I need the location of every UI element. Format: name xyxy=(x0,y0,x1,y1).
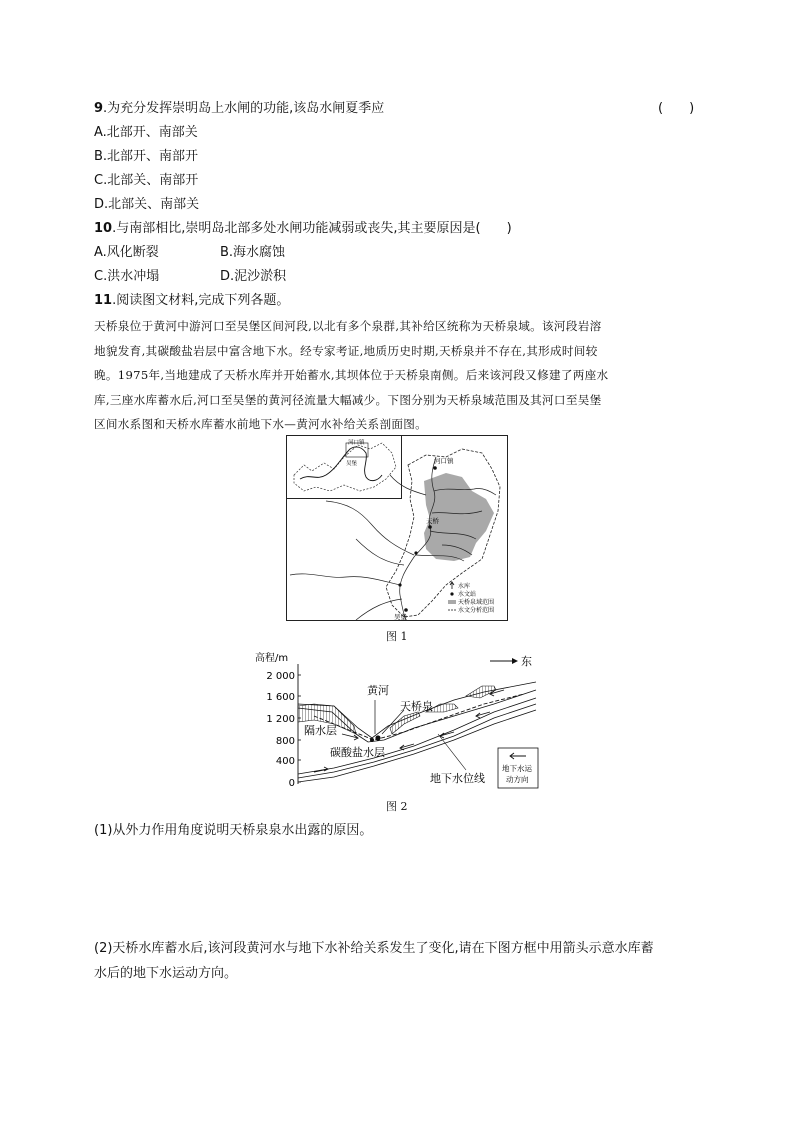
figure2-profile xyxy=(254,650,544,794)
legend-flow-line1: 地下水运 xyxy=(502,764,532,773)
q11-sub2-line2: 水后的地下水运动方向。 xyxy=(94,966,238,981)
passage-line: 地貌发育,其碳酸盐岩层中富含地下水。经专家考证,地质历史时期,天桥泉并不存在,其形成时间较 xyxy=(94,343,598,358)
q10-option-a[interactable]: A.风化断裂 xyxy=(94,245,159,260)
legend-reservoir: 水库 xyxy=(458,583,471,590)
q9-stem xyxy=(94,100,384,118)
legend-boundary: 水文分析范围 xyxy=(458,607,495,614)
y-tick-2000: 2 000 xyxy=(266,671,295,682)
q10-option-d[interactable]: D.泥沙淤积 xyxy=(220,269,287,284)
passage-line: 库,三座水库蓄水后,河口至吴堡的黄河径流量大幅减少。下图分别为天桥泉域范围及其河口至吴堡 xyxy=(94,392,602,407)
label-spring: 天桥泉 xyxy=(400,700,433,713)
q11-stem xyxy=(94,292,289,310)
y-tick-800: 800 xyxy=(275,736,295,747)
q10-option-c[interactable]: C.洪水冲塌 xyxy=(94,269,160,284)
passage-line: 晚。1975年,当地建成了天桥水库并开始蓄水,其坝体位于天桥泉南侧。后来该河段又修建了两座水 xyxy=(94,368,609,382)
q9-number: 9 xyxy=(94,101,104,116)
y-tick-1200: 1 200 xyxy=(266,714,295,725)
inset-label-hekouzhen: 河口镇 xyxy=(348,440,365,446)
label-river xyxy=(367,683,389,697)
label-aquiclude: 隔水层 xyxy=(304,724,337,737)
q9-option-a[interactable]: A.北部开、南部关 xyxy=(94,125,198,140)
q11-passage xyxy=(94,314,706,437)
map-label-wubao: 吴堡 xyxy=(394,613,407,621)
inset-map xyxy=(287,436,402,499)
domain-swatch-icon xyxy=(448,600,456,604)
map-label-tianqiao: 天桥 xyxy=(426,517,439,525)
label-carbonate: 碳酸盐水层 xyxy=(330,746,385,759)
q9-stem-text: .为充分发挥崇明岛上水闸的功能,该岛水闸夏季应 xyxy=(103,101,385,116)
inset-label-wubao: 吴堡 xyxy=(346,461,358,467)
figure1-caption: 图 1 xyxy=(386,630,408,643)
passage-line: 区间水系图和天桥水库蓄水前地下水—黄河水补给关系剖面图。 xyxy=(94,417,428,431)
q9-option-b[interactable]: B.北部开、南部开 xyxy=(94,149,199,164)
q9-answer-bracket[interactable]: ( ) xyxy=(658,101,695,116)
q10-option-b[interactable]: B.海水腐蚀 xyxy=(220,245,286,260)
figure2-caption: 图 2 xyxy=(386,800,408,813)
map-label-hekouzhen: 河口镇 xyxy=(434,457,454,465)
q11-stem-text: .阅读图文材料,完成下列各题。 xyxy=(112,293,290,308)
q10-stem-text: .与南部相比,崇明岛北部多处水闸功能减弱或丧失,其主要原因是( ) xyxy=(112,221,512,236)
q11-number: 11 xyxy=(94,293,113,308)
y-tick-1600: 1 600 xyxy=(266,692,295,703)
q11-sub2-line1: (2)天桥水库蓄水后,该河段黄河水与地下水补给关系发生了变化,请在下图方框中用箭头示意水库蓄 xyxy=(94,941,654,956)
q9-option-d[interactable]: D.北部关、南部关 xyxy=(94,197,200,212)
east-arrow-icon xyxy=(512,658,518,664)
spring-point xyxy=(375,735,380,740)
legend-domain: 天桥泉域范围 xyxy=(458,599,495,606)
q10-stem xyxy=(94,220,512,238)
y-axis-title: 高程/m xyxy=(255,653,289,664)
passage-line: 天桥泉位于黄河中游河口至吴堡区间河段,以北有多个泉群,其补给区统称为天桥泉域。该河段岩溶 xyxy=(94,319,602,333)
legend-station: 水文站 xyxy=(458,591,477,598)
label-river-text: 黄河 xyxy=(367,684,389,697)
figure1-map xyxy=(286,435,508,621)
q9-option-c[interactable]: C.北部关、南部开 xyxy=(94,173,199,188)
east-label: 东 xyxy=(521,655,532,668)
q10-number: 10 xyxy=(94,221,113,236)
label-water-table: 地下水位线 xyxy=(430,772,485,785)
y-tick-400: 400 xyxy=(275,756,295,767)
q11-sub1: (1)从外力作用角度说明天桥泉泉水出露的原因。 xyxy=(94,823,373,838)
station-symbol-icon xyxy=(450,592,453,595)
y-tick-0: 0 xyxy=(288,778,295,789)
legend-flow-line2: 动方向 xyxy=(506,775,529,784)
